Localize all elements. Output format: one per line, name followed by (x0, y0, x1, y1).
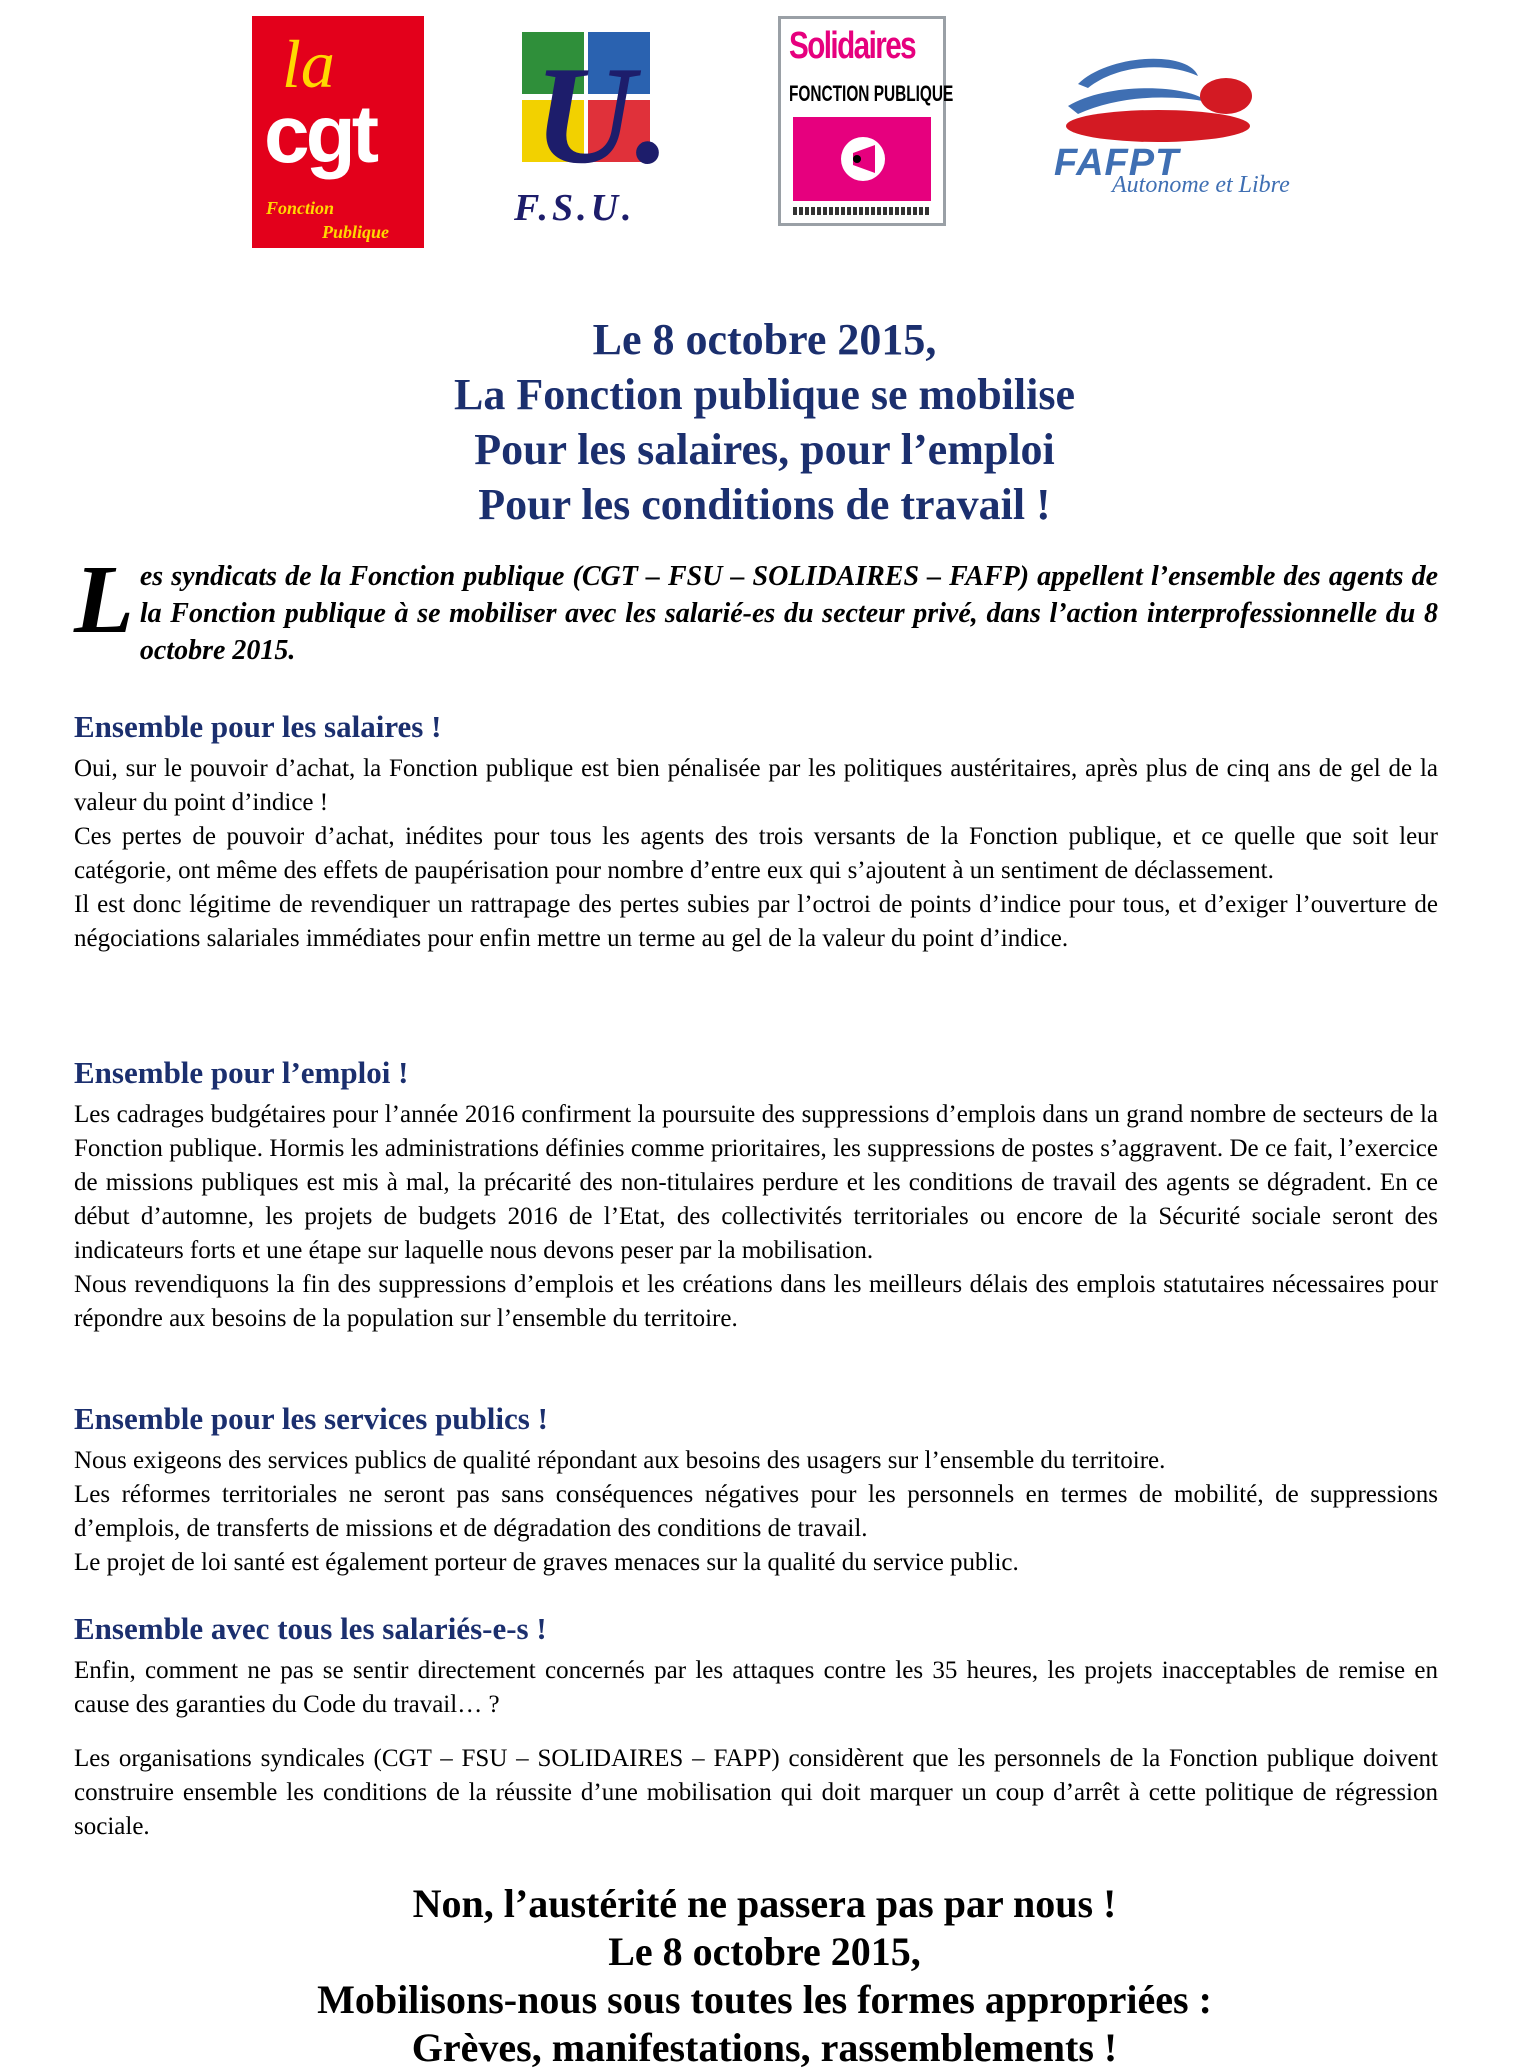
solidaires-fine-print (793, 207, 931, 215)
section-heading: Ensemble pour les services publics ! (74, 1401, 548, 1436)
cgt-logo-word: cgt (264, 89, 375, 180)
solidaires-logo-name: Solidaires (789, 25, 916, 67)
title-line: Le 8 octobre 2015, (592, 315, 937, 364)
fafpt-logo-name: FAFPT (1054, 142, 1180, 184)
section-salaries (74, 1610, 1438, 1722)
section-paragraph: Ces pertes de pouvoir d’achat, inédites pour tous les agents des trois versants de la Fonction publique, et ce quelle que soit leur catégorie, ont même des effets de paupérisation pour nombre d’entre eux qui s’ajoutent à un sentiment de déclassement. (74, 823, 1438, 884)
footer-line: Le 8 octobre 2015, (608, 1929, 921, 1974)
section-paragraph: Les réformes territoriales ne seront pas sans conséquences négatives pour les personnels en termes de mobilité, de suppressions d’emplois, de transferts de missions et de dégradation des conditions de travail. (74, 1481, 1438, 1542)
fsu-logo-letter: U. (534, 38, 671, 193)
fafpt-swirl-icon (1048, 54, 1298, 154)
section-heading: Ensemble avec tous les salariés-e-s ! (74, 1611, 547, 1646)
solidaires-logo-sub: FONCTION PUBLIQUE (789, 81, 954, 106)
fafpt-logo-sub: Autonome et Libre (1112, 172, 1290, 198)
footer-line: Grèves, manifestations, rassemblements ! (411, 2025, 1118, 2070)
intro-paragraph (74, 546, 1438, 669)
section-paragraph: Enfin, comment ne pas se sentir directement concernés par les attaques contre les 35 heures, les projets inacceptables de remise en cause des garanties du Code du travail… ? (74, 1657, 1438, 1718)
main-title (0, 312, 1529, 532)
solidaires-pink-panel (793, 117, 931, 201)
section-paragraph: Nous exigeons des services publics de qualité répondant aux besoins des usagers sur l’ensemble du territoire. (74, 1447, 1166, 1474)
title-line: Pour les salaires, pour l’emploi (474, 425, 1055, 474)
section-paragraph: Oui, sur le pouvoir d’achat, la Fonction publique est bien pénalisée par les politiques austéritaires, après plus de cinq ans de gel de la valeur du point d’indice ! (74, 755, 1438, 816)
solidaires-logo (778, 16, 954, 226)
intro-text: es syndicats de la Fonction publique (CGT – FSU – SOLIDAIRES – FAFP) appellent l’ensemble des agents de la Fonction publique à se mobiliser avec les salarié-es du secteur privé, dans l’action interprofessionnelle du 8 octobre 2015. (139, 561, 1438, 666)
cgt-logo (252, 16, 424, 248)
section-paragraph: Le projet de loi santé est également porteur de graves menaces sur la qualité du service public. (74, 1549, 1019, 1576)
section-emploi (74, 1054, 1438, 1336)
footer-slogan (0, 1880, 1529, 2072)
section-services-publics (74, 1400, 1438, 1580)
section-heading: Ensemble pour l’emploi ! (74, 1055, 409, 1090)
title-line: La Fonction publique se mobilise (453, 370, 1075, 419)
fafpt-logo (1048, 54, 1298, 214)
section-heading: Ensemble pour les salaires ! (74, 709, 442, 744)
fsu-logo-label: F.S.U. (514, 187, 636, 229)
section-paragraph: Nous revendiquons la fin des suppressions d’emplois et les créations dans les meilleurs délais des emplois statutaires nécessaires pour répondre aux besoins de la population sur l’ensemble du territoire. (74, 1271, 1438, 1332)
title-line: Pour les conditions de travail ! (478, 480, 1051, 529)
cgt-logo-la: la (282, 26, 335, 102)
cgt-logo-publique: Publique (322, 222, 390, 242)
cgt-logo-fonction: Fonction (266, 198, 335, 218)
section-paragraph: Il est donc légitime de revendiquer un rattrapage des pertes subies par l’octroi de points d’indice pour tous, et d’exiger l’ouverture de négociations salariales immédiates pour enfin mettre un terme au gel de la valeur du point d’indice. (74, 891, 1438, 952)
footer-line: Non, l’austérité ne passera pas par nous ! (412, 1881, 1117, 1926)
closing-paragraph: Les organisations syndicales (CGT – FSU – SOLIDAIRES – FAPP) considèrent que les personnels de la Fonction publique doivent construire ensemble les conditions de la réussite d’une mobilisation qui doit marquer un coup d’arrêt à cette politique de régression sociale. (74, 1745, 1438, 1840)
megaphone-icon (793, 117, 931, 201)
footer-line: Mobilisons-nous sous toutes les formes appropriées : (317, 1977, 1212, 2022)
section-paragraph: Les cadrages budgétaires pour l’année 2016 confirment la poursuite des suppressions d’emplois dans un grand nombre de secteurs de la Fonction publique. Hormis les administrations définies comme prioritaires, les suppressions de postes s’aggravent. De ce fait, l’exercice de missions publiques est mis à mal, la précarité des non-titulaires perdure et les conditions de travail des agents se dégradent. En ce début d’automne, les projets de budgets 2016 de l’Etat, des collectivités territoriales ou encore de la Sécurité sociale seront des indicateurs forts et une étape sur laquelle nous devons peser par la mobilisation. (74, 1101, 1438, 1264)
intro-dropcap: L (74, 546, 134, 654)
section-salaires (74, 708, 1438, 956)
fsu-logo (500, 28, 685, 233)
